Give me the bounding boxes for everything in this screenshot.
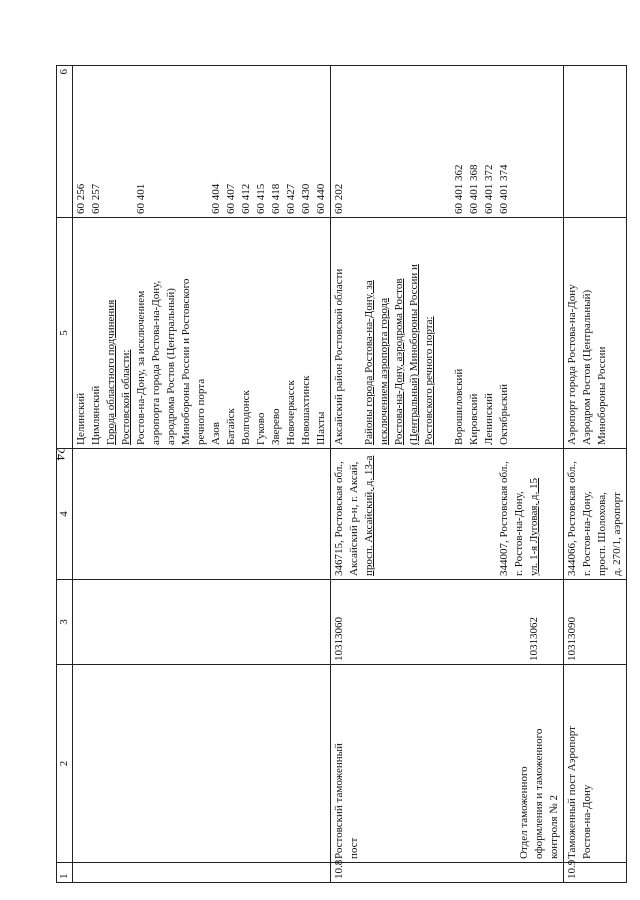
- oktmo-code: 60 427: [285, 183, 297, 214]
- oktmo-code: 60 401: [135, 183, 147, 214]
- territory-heading: (Центральный) Минобороны России и: [408, 264, 420, 445]
- territory-cell: [331, 218, 564, 449]
- post-address: 346715, Ростовская обл.,: [333, 461, 345, 576]
- row-number-cell: [73, 863, 331, 883]
- territory-name: Батайск: [225, 408, 237, 445]
- row-number-cell: 10.8: [331, 863, 564, 883]
- column-number-cell: 6: [57, 66, 73, 218]
- subdivision-address: г. Ростов-на-Дону,: [513, 491, 525, 576]
- oktmo-code: 60 407: [225, 183, 237, 214]
- district-name: Октябрьский: [498, 384, 510, 445]
- post-name: Таможенный пост Аэропорт: [566, 726, 578, 859]
- territory-cell: [564, 218, 627, 449]
- table-row-10-9: [564, 66, 627, 883]
- district-name: Ворошиловский: [453, 368, 465, 445]
- territory-cell: [73, 218, 331, 449]
- oktmo-code: 60 404: [210, 183, 222, 214]
- post-code: 10313060: [333, 617, 345, 661]
- post-address: д. 270/1, аэропорт: [611, 492, 623, 576]
- territory-name: Минобороны России и Ростовского: [180, 278, 192, 445]
- post-name: Ростовский таможенный: [333, 743, 345, 859]
- oktmo-code: 60 401 374: [498, 164, 510, 214]
- oktmo-code: 60 415: [255, 183, 267, 214]
- column-number-cell: 2: [57, 665, 73, 863]
- subdivision-address: ул. 1-я Луговая, д. 15: [528, 478, 540, 576]
- territory-heading: исключением аэропорта города: [378, 297, 390, 445]
- rotated-table-container: [56, 66, 623, 883]
- oktmo-code: 60 401 362: [453, 164, 465, 214]
- page-number: 24: [53, 447, 68, 461]
- post-address: г. Ростов-на-Дону,: [581, 491, 593, 576]
- oktmo-code: 60 401 372: [483, 164, 495, 214]
- post-address: просп. Аксайский, д. 13-а: [363, 455, 375, 576]
- oktmo-code: 60 256: [75, 183, 87, 214]
- post-code-cell: [331, 580, 564, 665]
- row-number-cell: 10.9: [564, 863, 627, 883]
- territory-name: Гуково: [255, 412, 267, 445]
- district-name: Кировский: [468, 393, 480, 445]
- territory-heading: Ростова-на-Дону, аэродрома Ростов: [393, 278, 405, 445]
- territory-name: Минобороны России: [596, 346, 608, 445]
- post-name-cell: [331, 665, 564, 863]
- column-number-cell: 1: [57, 863, 73, 883]
- territory-name: Аксайский район Ростовской области: [333, 268, 345, 445]
- post-code-cell: [73, 580, 331, 665]
- territory-name: Цимлянский: [90, 385, 102, 445]
- territory-heading: Ростовского речного порта:: [423, 316, 435, 445]
- territory-name: Зверево: [270, 408, 282, 445]
- oktmo-code-cell: [73, 66, 331, 218]
- subdivision-name: Отдел таможенного: [518, 766, 530, 859]
- subdivision-name: оформления и таможенного: [533, 728, 545, 859]
- subdivision-name: контроля № 2: [548, 794, 560, 859]
- territory-name: Шахты: [315, 411, 327, 445]
- territory-name: Волгодонск: [240, 390, 252, 445]
- district-name: Ленинский: [483, 393, 495, 445]
- oktmo-code: 60 430: [300, 183, 312, 214]
- territory-heading: Ростовской области:: [120, 349, 132, 445]
- post-address: просп. Шолохова,: [596, 492, 608, 576]
- post-code-cell: [564, 580, 627, 665]
- column-number-cell: 5: [57, 218, 73, 449]
- post-address-cell: [564, 449, 627, 580]
- territory-name: Азов: [210, 422, 222, 445]
- customs-posts-table: [56, 65, 627, 883]
- post-code: 10313090: [566, 617, 578, 661]
- table-row-continuation: [73, 66, 331, 883]
- post-name: пост: [348, 837, 360, 859]
- oktmo-code: 60 257: [90, 183, 102, 214]
- post-address-cell: [73, 449, 331, 580]
- territory-name: Ростов-на-Дону, за исключением: [135, 290, 147, 445]
- oktmo-code: 60 440: [315, 183, 327, 214]
- territory-heading: Районы города Ростова-на-Дону, за: [363, 280, 375, 445]
- oktmo-code: 60 401 368: [468, 164, 480, 214]
- subdivision-code: 10313062: [528, 617, 540, 661]
- oktmo-code: 60 202: [333, 183, 345, 214]
- territory-name: Новочеркасск: [285, 380, 297, 445]
- territory-heading: Города областного подчинения: [105, 299, 117, 445]
- oktmo-code-cell: [331, 66, 564, 218]
- territory-name: Аэропорт города Ростова-на-Дону: [566, 284, 578, 445]
- post-address: Аксайский р-н, г. Аксай,: [348, 461, 360, 576]
- territory-name: Целинский: [75, 392, 87, 445]
- post-name: Ростов-на-Дону: [581, 784, 593, 859]
- oktmo-code-cell: [564, 66, 627, 218]
- column-number-cell: 4: [57, 449, 73, 580]
- oktmo-code: 60 412: [240, 183, 252, 214]
- territory-name: аэропорта города Ростова-на-Дону,: [150, 280, 162, 445]
- table-row-10-8: [331, 66, 564, 883]
- post-address-cell: [331, 449, 564, 580]
- subdivision-address: 344007, Ростовская обл.,: [498, 461, 510, 576]
- territory-name: аэродрома Ростов (Центральный): [165, 288, 177, 445]
- territory-name: Новошахтинск: [300, 375, 312, 445]
- territory-name: речного порта: [195, 378, 207, 445]
- column-number-row: [57, 66, 73, 883]
- oktmo-code: 60 418: [270, 183, 282, 214]
- post-name-cell: [564, 665, 627, 863]
- territory-name: Аэродром Ростов (Центральный): [581, 289, 593, 445]
- post-name-cell: [73, 665, 331, 863]
- post-address: 344066, Ростовская обл.,: [566, 461, 578, 576]
- column-number-cell: 3: [57, 580, 73, 665]
